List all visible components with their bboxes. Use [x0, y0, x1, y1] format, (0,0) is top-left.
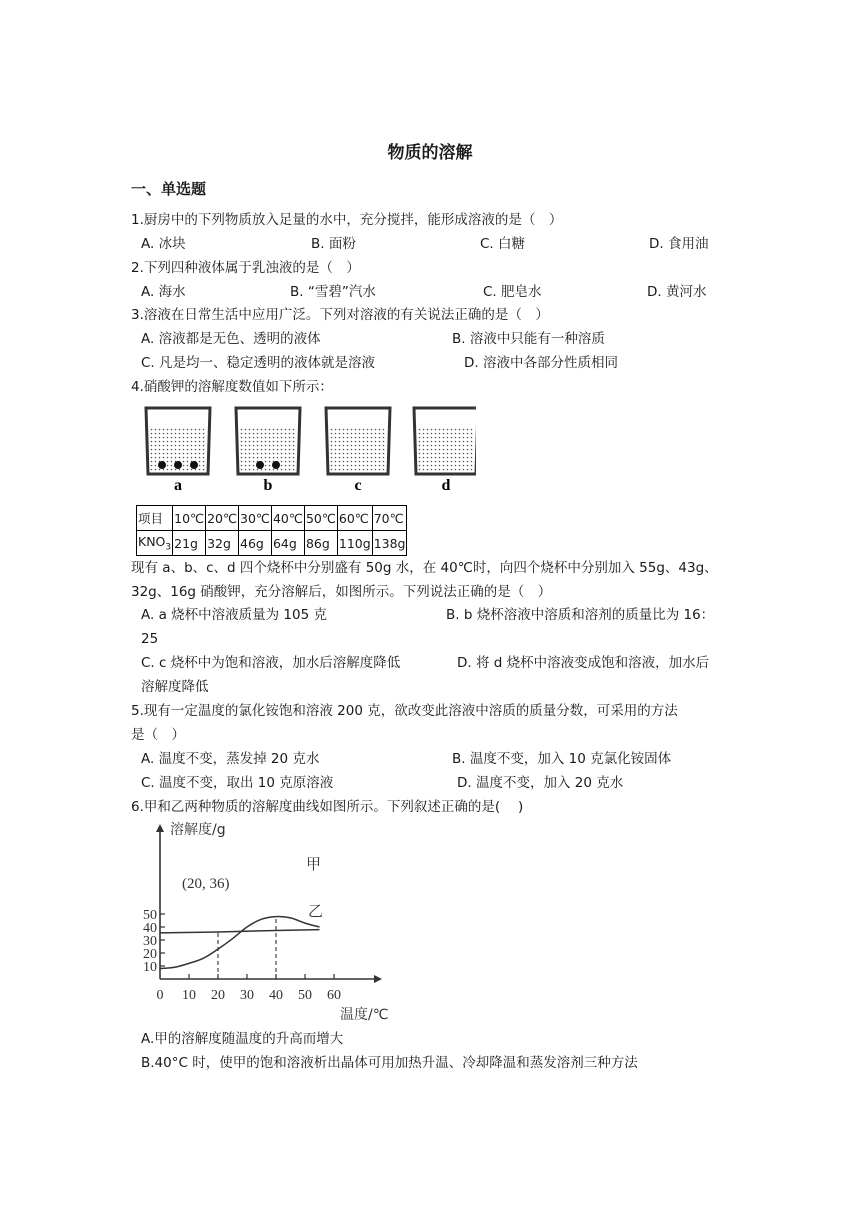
x-axis-arrow — [374, 975, 382, 983]
beakers-figure — [136, 402, 476, 496]
beaker-b — [236, 408, 300, 474]
y-axis-arrow — [156, 824, 164, 832]
table-cell: 40℃ — [271, 506, 304, 531]
formula-subscript: 3 — [165, 542, 172, 553]
question-2-option-c: C. 肥皂水 — [483, 284, 542, 300]
question-3-stem: 3.溶液在日常生活中应用广泛。下列对溶液的有关说法正确的是（ ） — [131, 307, 549, 323]
beaker-d — [414, 408, 476, 474]
y-tick-label: 10 — [143, 960, 157, 975]
question-1-stem: 1.厨房中的下列物质放入足量的水中，充分搅拌，能形成溶液的是（ ） — [131, 212, 563, 228]
question-5-option-a: A. 温度不变，蒸发掉 20 克水 — [141, 751, 320, 767]
beaker-a — [146, 408, 210, 474]
question-1-option-d: D. 食用油 — [649, 236, 709, 252]
section-heading: 一、单选题 — [131, 180, 207, 198]
y-axis-label: 溶解度/g — [170, 822, 226, 838]
question-4-option-d: D. 将 d 烧杯中溶液变成饱和溶液，加水后 — [457, 655, 710, 671]
question-1-option-b: B. 面粉 — [311, 236, 356, 252]
x-tick-label: 60 — [327, 988, 341, 1003]
question-4-option-b: B. b 烧杯溶液中溶质和溶剂的质量比为 16： — [446, 607, 715, 623]
table-cell: 20℃ — [206, 506, 239, 531]
table-cell: 138g — [372, 531, 407, 556]
table-cell: 50℃ — [304, 506, 337, 531]
question-3-option-b: B. 溶液中只能有一种溶质 — [452, 331, 605, 347]
question-5-option-b: B. 温度不变，加入 10 克氯化铵固体 — [452, 751, 672, 767]
question-2-option-a: A. 海水 — [141, 284, 186, 300]
question-5-option-d: D. 温度不变，加入 20 克水 — [457, 775, 624, 791]
table-row — [137, 506, 407, 531]
question-4-text-line1: 现有 a、b、c、d 四个烧杯中分别盛有 50g 水，在 40℃时，向四个烧杯中分别加入 55g、43g、 — [131, 560, 718, 576]
question-2-option-b: B. “雪碧”汽水 — [290, 284, 376, 300]
beaker-label-c: c — [354, 477, 362, 494]
question-5-option-c: C. 温度不变，取出 10 克原溶液 — [141, 775, 334, 791]
question-6-option-a: A.甲的溶解度随温度的升高而增大 — [141, 1031, 344, 1047]
question-4-text-line2: 32g、16g 硝酸钾，充分溶解后，如图所示。下列说法正确的是（ ） — [131, 584, 552, 600]
x-tick-label: 40 — [269, 988, 283, 1003]
beaker-label-d: d — [441, 477, 451, 494]
question-4-stem: 4.硝酸钾的溶解度数值如下所示： — [131, 379, 333, 395]
question-1-option-a: A. 冰块 — [141, 236, 186, 252]
table-cell: 32g — [206, 531, 239, 556]
question-5-stem-cont: 是（ ） — [131, 727, 185, 743]
question-2-option-d: D. 黄河水 — [647, 284, 707, 300]
x-tick-label: 0 — [156, 988, 164, 1003]
series-line-jia — [160, 917, 320, 969]
y-tick-label: 40 — [143, 921, 157, 936]
x-tick-label: 30 — [240, 988, 254, 1003]
table-cell: 项目 — [137, 506, 173, 531]
x-tick-label: 50 — [298, 988, 312, 1003]
beaker-label-b: b — [263, 477, 273, 494]
table-cell: 70℃ — [372, 506, 407, 531]
x-tick-label: 20 — [211, 988, 225, 1003]
table-cell: 60℃ — [337, 506, 372, 531]
question-4-option-d-cont: 溶解度降低 — [141, 679, 209, 695]
table-cell: 10℃ — [173, 506, 206, 531]
table-row — [137, 531, 407, 556]
beaker-label-a: a — [174, 477, 182, 494]
y-tick-label: 50 — [143, 908, 157, 923]
x-tick-label: 10 — [182, 988, 196, 1003]
table-cell — [137, 531, 173, 556]
page-title: 物质的溶解 — [387, 143, 473, 163]
question-4-option-c: C. c 烧杯中为饱和溶液，加水后溶解度降低 — [141, 655, 401, 671]
question-4-option-a: A. a 烧杯中溶液质量为 105 克 — [141, 607, 327, 623]
solubility-chart — [130, 812, 390, 1024]
question-1-option-c: C. 白糖 — [480, 236, 526, 252]
question-3-option-a: A. 溶液都是无色、透明的液体 — [141, 331, 321, 347]
table-cell: 46g — [239, 531, 272, 556]
question-3-option-c: C. 凡是均一、稳定透明的液体就是溶液 — [141, 355, 376, 371]
solubility-table — [136, 505, 407, 556]
formula-main: KNO — [138, 533, 166, 549]
beaker-c — [326, 408, 390, 474]
table-cell: 21g — [173, 531, 206, 556]
table-cell: 64g — [271, 531, 304, 556]
question-5-stem: 5.现有一定温度的氯化铵饱和溶液 200 克，欲改变此溶液中溶质的质量分数，可采用的方法 — [131, 703, 678, 719]
question-2-stem: 2.下列四种液体属于乳浊液的是（ ） — [131, 260, 360, 276]
question-6-stem: 6.甲和乙两种物质的溶解度曲线如图所示。下列叙述正确的是( ) — [131, 799, 524, 815]
legend-label-yi: 乙 — [308, 902, 324, 920]
x-axis-label: 温度/℃ — [340, 1007, 389, 1023]
table-cell: 30℃ — [239, 506, 272, 531]
legend-label-jia: 甲 — [306, 855, 322, 873]
question-3-option-d: D. 溶液中各部分性质相同 — [464, 355, 618, 371]
table-cell: 86g — [304, 531, 337, 556]
y-tick-label: 30 — [143, 934, 157, 949]
question-6-option-b: B.40°C 时，使甲的饱和溶液析出晶体可用加热升温、冷却降温和蒸发溶剂三种方法 — [141, 1055, 638, 1071]
question-4-option-b-cont: 25 — [141, 631, 159, 647]
table-cell: 110g — [337, 531, 372, 556]
y-tick-label: 20 — [143, 947, 157, 962]
point-annotation: (20, 36) — [182, 876, 230, 892]
